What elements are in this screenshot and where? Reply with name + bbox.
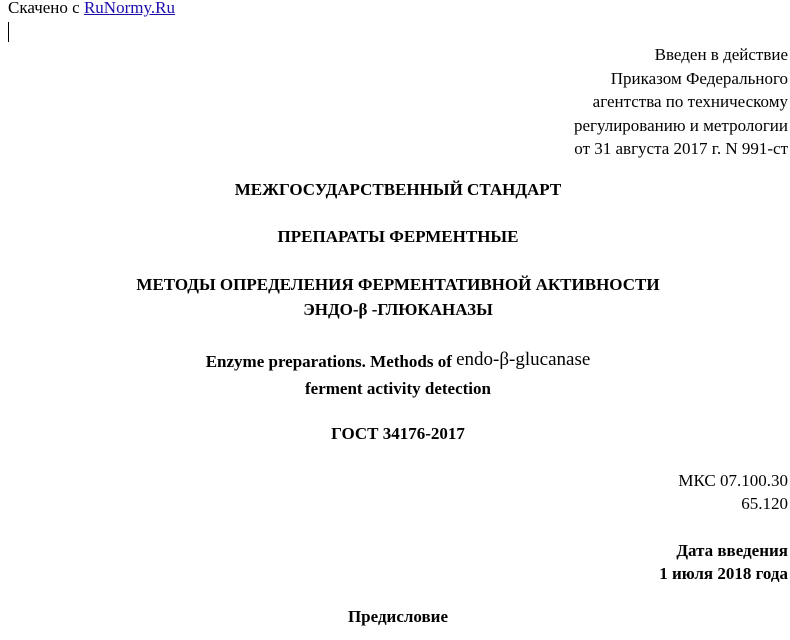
english-part-1: Enzyme preparations. Methods of <box>205 352 452 371</box>
section-title: Предисловие <box>347 607 449 626</box>
standard-designation: ГОСТ 34176-2017 <box>331 424 465 443</box>
approval-line: регулированию и метрологии <box>573 115 788 135</box>
approval-line: от 31 августа 2017 г. N 991-ст <box>574 139 788 158</box>
approval-block <box>574 43 788 161</box>
english-line-2: ferment activity detection <box>305 379 491 398</box>
approval-line: агентства по техническому <box>592 92 788 111</box>
text-cursor <box>8 22 9 42</box>
source-link[interactable]: RuNormy.Ru <box>83 0 175 17</box>
standard-subject: ПРЕПАРАТЫ ФЕРМЕНТНЫЕ <box>277 227 519 246</box>
classification-block <box>678 469 788 515</box>
standard-title <box>0 272 790 322</box>
source-line <box>8 0 175 18</box>
english-line-1 <box>0 346 790 375</box>
effective-date-label: Дата введения <box>676 541 788 560</box>
title-line-1: МЕТОДЫ ОПРЕДЕЛЕНИЯ ФЕРМЕНТАТИВНОЙ АКТИВНОСТИ <box>136 275 660 294</box>
standard-type: МЕЖГОСУДАРСТВЕННЫЙ СТАНДАРТ <box>234 180 562 199</box>
effective-date-value: 1 июля 2018 года <box>659 564 788 583</box>
approval-line: Приказом Федерального <box>610 68 788 88</box>
title-line-2: ЭНДО-β -ГЛЮКАНАЗЫ <box>303 300 493 319</box>
english-title <box>0 346 790 402</box>
approval-line: Введен в действие <box>654 45 788 64</box>
source-prefix: Скачено с <box>8 0 80 17</box>
effective-date-block <box>659 539 788 585</box>
classification-line: МКС 07.100.30 <box>678 471 788 490</box>
classification-line: 65.120 <box>741 494 788 513</box>
english-part-2: endo-β-glucanase <box>456 349 591 370</box>
